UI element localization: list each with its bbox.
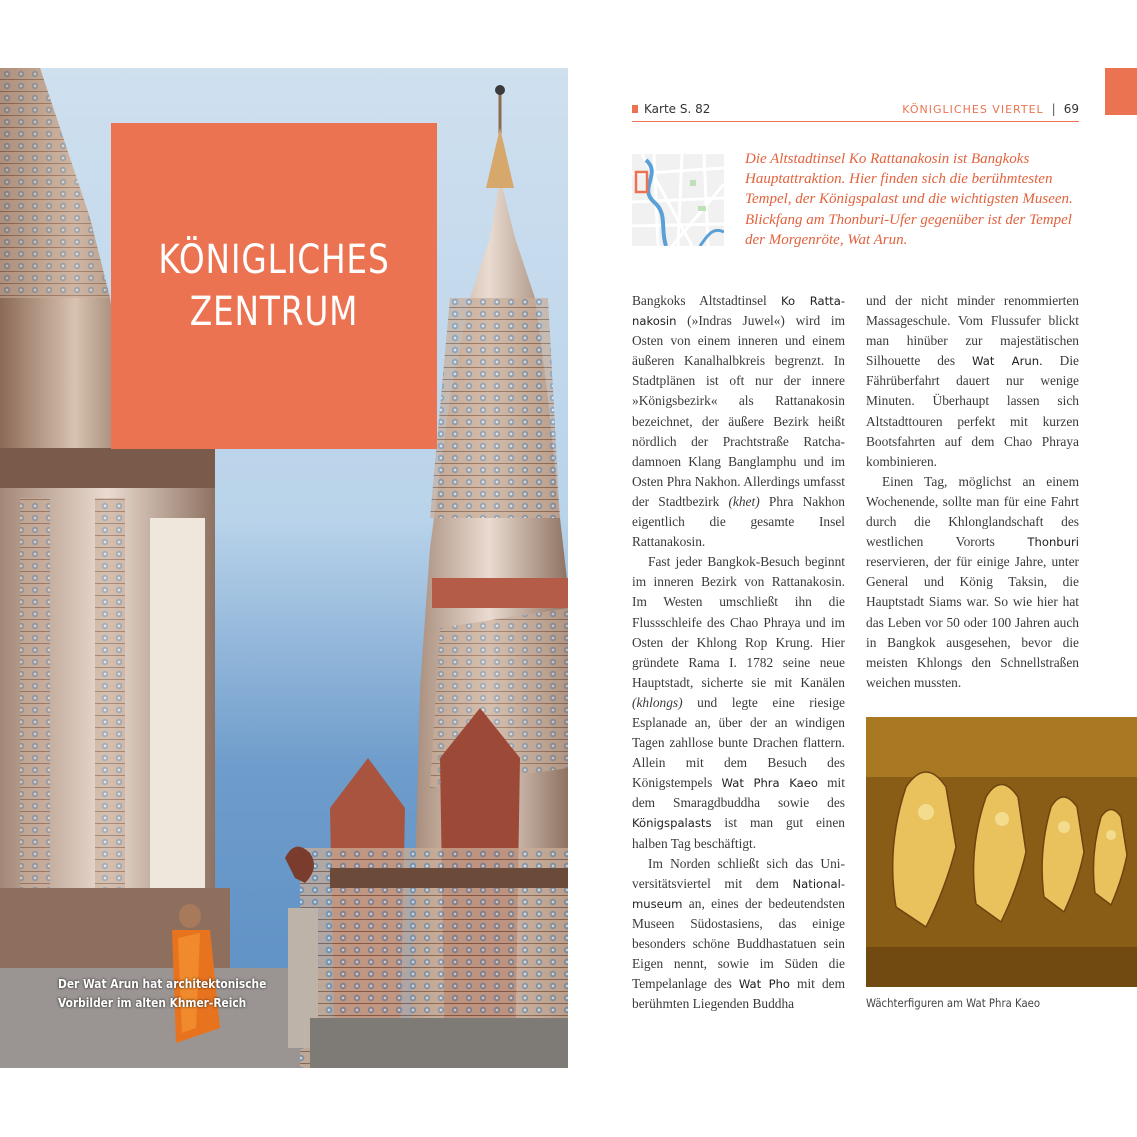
paragraph — [632, 854, 845, 1015]
photo-caption — [58, 974, 279, 1012]
mini-map-icon — [632, 154, 724, 246]
text-run: Phra Nakhon eigentlich die gesamte Insel Rattanakosin. — [632, 493, 845, 550]
header-separator: | — [1051, 102, 1056, 116]
map-reference[interactable] — [632, 102, 710, 116]
map-reference-label: Karte S. 82 — [644, 102, 711, 116]
text-run: ist man gut einen halben Tag beschäftigt. — [632, 815, 845, 851]
keyword: Wat Phra Kaeo — [721, 776, 818, 791]
header-rule — [632, 121, 1079, 122]
text-run: Die Fährüberfahrt dauert nur wenige Minuten. Überhaupt lassen sich Altstadttouren perfekt mit kurzen Bootsfahrten auf dem Chao Phraya kombinieren. — [866, 353, 1079, 469]
keyword: Thonburi — [1027, 535, 1079, 550]
map-pointer-icon — [632, 105, 638, 113]
body-column-2 — [866, 291, 1079, 693]
keyword: Wat Pho — [738, 977, 791, 992]
keyword: Königspalasts — [632, 816, 712, 831]
text-run: an, eines der bedeutendsten Museen Südostasiens, das einige besonders schöne Buddhastatuen sein Eigen nennt, sowie im Süden die Tempelanlage des — [632, 895, 845, 992]
page-number: 69 — [1063, 102, 1079, 116]
text-run: (»Indras Juwel«) wird im Osten von einem inneren und einem äußeren Kanalhalbkreis begrenzt. In Stadtplänen ist oft nur der innere »Königsbezirk« als Rattanakosin bezeichnet, der äußere Bezirk heißt nördlich der Prachtstraße Ratchadamnoen Klang Banglamphu und im Osten Phra Nakhon. Allerdings umfasst der Stadtbezirk — [632, 313, 845, 509]
keyword: Wat Arun. — [972, 354, 1043, 369]
italic-term: (khet) — [728, 493, 760, 509]
text-run: und der nicht minder renommierten Massageschule. Vom Flussufer blickt man hinüber zur majestätischen Silhouette des — [866, 293, 1079, 369]
chapter-title-line1: KÖNIGLICHES — [158, 237, 390, 283]
text-run: Im Norden schließt sich das Universitätsviertel mit dem — [632, 855, 845, 891]
chapter-intro: Die Altstadtinsel Ko Rattanakosin ist Bangkoks Hauptattraktion. Hier finden sich die berühmtesten Tempel, der Königspalast und die wichtigsten Museen. Blickfang am Thonburi-Ufer gegenüber ist der Tempel der Morgenröte, Wat Arun. — [745, 151, 1073, 248]
text-run: reservieren, der für einige Jahre, unter General und König Taksin, die Hauptstadt Siams war. So wie hier hat das Leben vor 50 oder 100 Jahren auch in Bangkok ausgesehen, bevor die meisten Khlongs den Schnellstraßen weichen mussten. — [866, 554, 1079, 690]
keyword: Ko Rattanakosin — [632, 294, 846, 329]
golden-statues-illustration — [866, 717, 1137, 987]
paragraph — [866, 291, 1079, 472]
text-run: Fast jeder Bangkok-Besuch beginnt im inneren Bezirk von Rattanakosin. Im Westen umschließt ihn die Flussschleife des Chao Phraya und im Osten der Khlong Rop Krung. Hier gründete Rama I. 1782 seine neue Hauptstadt, sicherte sie mit Kanälen — [632, 554, 845, 690]
chapter-tab-marker — [1105, 68, 1137, 115]
text-run: mit dem berühmten Liegenden Buddha — [632, 976, 845, 1012]
photo-caption-line1: Der Wat Arun hat architektonische — [58, 976, 267, 991]
text-run: und legte eine riesige Esplanade an, über der an windigen Tagen zahllose bunte Drachen flattern. Allein mit dem Besuch des Königstempels — [632, 694, 845, 791]
paragraph — [632, 552, 845, 853]
keyword: Nationalmuseum — [632, 876, 845, 911]
paragraph — [866, 472, 1079, 693]
guardian-figures-photo — [866, 717, 1137, 987]
italic-term: (khlongs) — [632, 694, 683, 710]
section-title: KÖNIGLICHES VIERTEL — [902, 102, 1044, 116]
chapter-title — [158, 234, 389, 338]
text-run: mit dem Smaragdbuddha sowie des — [632, 775, 845, 811]
chapter-title-box — [111, 123, 437, 449]
running-head — [902, 102, 1079, 116]
photo-caption-right: Wächterfiguren am Wat Phra Kaeo — [866, 996, 1041, 1010]
body-column-1 — [632, 291, 845, 1014]
paragraph — [632, 291, 845, 552]
text-run: Bangkoks Altstadtinsel — [632, 293, 782, 308]
text-run: Einen Tag, möglichst an einem Wochenende, sollte man für eine Fahrt durch die Khlonglandschaft des westlichen Vororts — [866, 473, 1079, 550]
photo-caption-line2: Vorbilder im alten Khmer-Reich — [58, 995, 247, 1010]
chapter-title-line2: ZENTRUM — [189, 289, 359, 335]
